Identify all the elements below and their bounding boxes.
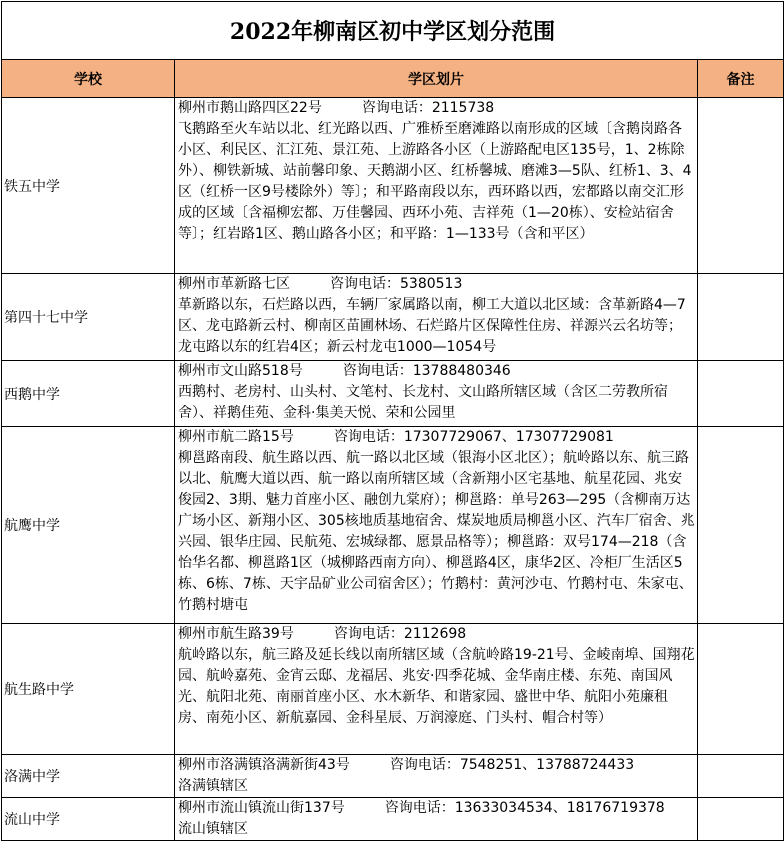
school-phone: 咨询电话：7548251、13788724433 bbox=[389, 757, 635, 773]
zone-description: 洛满镇辖区 bbox=[178, 778, 248, 794]
school-name: 第四十七中学 bbox=[2, 274, 175, 361]
header-zone: 学区划片 bbox=[175, 60, 698, 98]
school-phone: 咨询电话：13788480346 bbox=[342, 363, 511, 379]
school-name: 铁五中学 bbox=[2, 98, 175, 274]
school-phone: 咨询电话：17307729067、17307729081 bbox=[333, 429, 614, 445]
table-row bbox=[2, 755, 784, 798]
zone-cell bbox=[175, 361, 698, 427]
school-name: 流山中学 bbox=[2, 798, 175, 841]
note-cell bbox=[698, 624, 784, 755]
table-row bbox=[2, 274, 784, 361]
note-cell bbox=[698, 361, 784, 427]
table-row bbox=[2, 98, 784, 274]
school-name: 航鹰中学 bbox=[2, 427, 175, 624]
table-row bbox=[2, 361, 784, 427]
note-cell bbox=[698, 427, 784, 624]
zone-description: 革新路以东，石烂路以西，车辆厂家属路以南，柳工大道以北区域：含革新路4—7区、龙屯路新云村、柳南区苗圃林场、石烂路片区保障性住房、祥源兴云名坊等；龙屯路以东的红岩4区；新云村龙屯1000—1054号 bbox=[178, 297, 686, 355]
school-name: 洛满中学 bbox=[2, 755, 175, 798]
zone-description: 流山镇辖区 bbox=[178, 821, 248, 837]
school-phone: 咨询电话：5380513 bbox=[330, 276, 463, 292]
zone-cell bbox=[175, 624, 698, 755]
school-district-table bbox=[1, 1, 784, 841]
school-address: 柳州市文山路518号 bbox=[178, 363, 303, 379]
school-address: 柳州市流山镇流山街137号 bbox=[178, 800, 345, 816]
zone-description: 航岭路以东，航三路及延长线以南所辖区域（含航岭路19-21号、金崚南埠、国翔花园、航岭嘉苑、金宵云邸、龙福居、兆安·四季花城、金华南庄楼、东苑、南国风光、航阳北苑、南丽首座小区、水木新华、和谐家园、盛世中华、航阳小苑廉租房、南苑小区、新航嘉园、金科星辰、万润濠庭、门头村、帽合村等） bbox=[178, 647, 695, 726]
school-address: 柳州市鹅山路四区22号 bbox=[178, 100, 322, 116]
zone-cell bbox=[175, 274, 698, 361]
note-cell bbox=[698, 798, 784, 841]
school-phone: 咨询电话：2112698 bbox=[333, 626, 467, 642]
school-name: 航生路中学 bbox=[2, 624, 175, 755]
table-row bbox=[2, 624, 784, 755]
header-note: 备注 bbox=[698, 60, 784, 98]
note-cell bbox=[698, 274, 784, 361]
school-address: 柳州市航生路39号 bbox=[178, 626, 294, 642]
zone-cell bbox=[175, 98, 698, 274]
table-title: 2022年柳南区初中学区划分范围 bbox=[2, 2, 784, 60]
note-cell bbox=[698, 755, 784, 798]
school-phone: 咨询电话：2115738 bbox=[361, 100, 495, 116]
zone-cell bbox=[175, 427, 698, 624]
zone-description: 西鹅村、老房村、山头村、文笔村、长龙村、文山路所辖区域（含区二劳教所宿舍）、祥鹅佳苑、金科·集美天悦、荣和公园里 bbox=[178, 384, 668, 421]
school-address: 柳州市洛满镇洛满新街43号 bbox=[178, 757, 350, 773]
note-cell bbox=[698, 98, 784, 274]
zone-cell bbox=[175, 755, 698, 798]
school-phone: 咨询电话：13633034534、18176719378 bbox=[384, 800, 665, 816]
zone-description: 飞鹅路至火车站以北、红光路以西、广雅桥至磨滩路以南形成的区域〔含鹅岗路各小区、利民区、汇江苑、景江苑、上游路各小区（上游路配电区135号，1、2栋除外）、柳铁新城、站前馨印象、天鹅湖小区、红桥馨城、磨滩3—5队、红桥1、3、4区（红桥一区9号楼除外）等〕；和平路南段以东，西环路以西，宏都路以南交汇形成的区域〔含福柳宏都、万佳馨园、西环小苑、吉祥苑（1—20栋）、安检站宿舍等〕；红岩路1区、鹅山路各小区；和平路：1—133号（含和平区） bbox=[178, 121, 692, 242]
school-address: 柳州市革新路七区 bbox=[178, 276, 290, 292]
table-row bbox=[2, 427, 784, 624]
school-name: 西鹅中学 bbox=[2, 361, 175, 427]
zone-description: 柳邕路南段、航生路以西、航一路以北区域（银海小区北区）；航岭路以东、航三路以北、航鹰大道以西、航一路以南所辖区域（含新翔小区宅基地、航星花园、兆安俊园2、3期、魅力首座小区、融创九棠府）；柳邕路：单号263—295（含柳南万达广场小区、新翔小区、305核地质基地宿舍、煤炭地质局柳邕小区、汽车厂宿舍、兆兴园、银华庄园、民航苑、宏城绿都、愿景品格等）；柳邕路：双号174—218（含怡华名都、柳邕路1区（城柳路西南方向）、柳邕路4区，康华2区、冷柜厂生活区5栋、6栋、7栋、天宇品矿业公司宿舍区）；竹鹅村：黄河沙屯、竹鹅村屯、朱家屯、竹鹅村塘屯 bbox=[178, 450, 695, 613]
school-address: 柳州市航二路15号 bbox=[178, 429, 294, 445]
zone-cell bbox=[175, 798, 698, 841]
table-row bbox=[2, 798, 784, 841]
header-school: 学校 bbox=[2, 60, 175, 98]
